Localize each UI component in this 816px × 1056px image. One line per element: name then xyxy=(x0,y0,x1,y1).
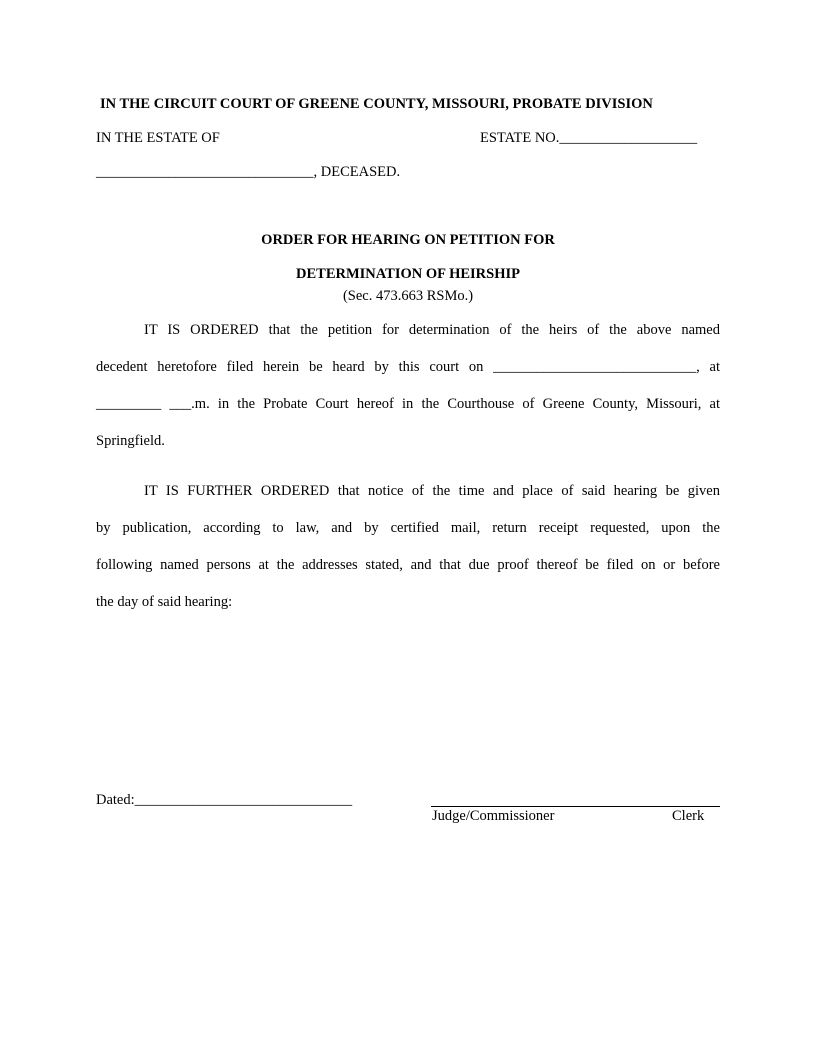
paragraph1-line4: Springfield. xyxy=(96,433,165,449)
paragraph2-line1: IT IS FURTHER ORDERED that notice of the time and place of said hearing be given xyxy=(144,483,720,499)
paragraph1-line3: _________ ___.m. in the Probate Court hereof in the Courthouse of Greene County, Missouri, at xyxy=(96,396,720,412)
order-title-line1: ORDER FOR HEARING ON PETITION FOR xyxy=(261,232,555,248)
paragraph2-line2: by publication, according to law, and by certified mail, return receipt requested, upon the xyxy=(96,520,720,536)
court-heading: IN THE CIRCUIT COURT OF GREENE COUNTY, MISSOURI, PROBATE DIVISION xyxy=(100,96,653,112)
dated-field[interactable]: Dated:______________________________ xyxy=(96,792,353,808)
statute-reference: (Sec. 473.663 RSMo.) xyxy=(342,288,474,304)
paragraph2-line4: the day of said hearing: xyxy=(96,594,233,610)
decedent-name-field[interactable]: ______________________________, DECEASED. xyxy=(96,164,401,180)
estate-number-field[interactable]: ESTATE NO.___________________ xyxy=(480,130,698,146)
paragraph2-line3: following named persons at the addresses stated, and that due proof thereof be filed on or before xyxy=(96,557,720,573)
judge-commissioner-label: Judge/Commissioner xyxy=(432,808,555,824)
order-title-line2: DETERMINATION OF HEIRSHIP xyxy=(296,266,520,282)
estate-of-label: IN THE ESTATE OF xyxy=(96,130,220,146)
paragraph1-line2: decedent heretofore filed herein be heard by this court on ____________________________, at xyxy=(96,359,720,375)
clerk-label: Clerk xyxy=(672,808,705,824)
signature-line[interactable] xyxy=(431,806,720,807)
paragraph1-line1: IT IS ORDERED that the petition for determination of the heirs of the above named xyxy=(144,322,720,338)
